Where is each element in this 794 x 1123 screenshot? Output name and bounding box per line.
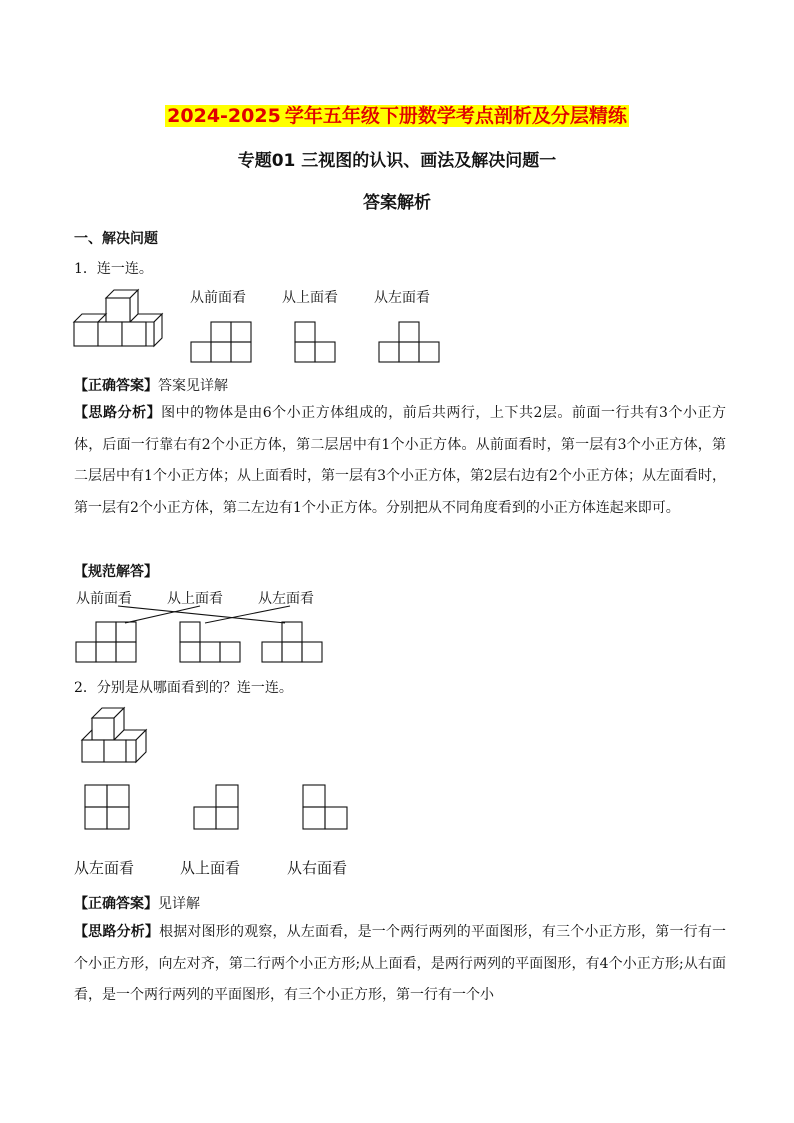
q1-solution-view-c bbox=[262, 622, 322, 662]
q1-solution-view-a bbox=[76, 622, 136, 662]
section-heading: 一、解决问题 bbox=[74, 231, 158, 247]
q2-answer-text: 见详解 bbox=[158, 896, 200, 912]
document-subtitle: 专题01 三视图的认识、画法及解决问题一 bbox=[237, 151, 557, 171]
q2-label-top: 从上面看 bbox=[180, 859, 241, 877]
question-1-text: 1．连一连。 bbox=[74, 261, 153, 277]
q1-label-front: 从前面看 bbox=[190, 290, 246, 306]
title-rest: 学年五年级下册数学考点剖析及分层精练 bbox=[284, 105, 627, 127]
q1-analysis-text: 图中的物体是由6个小正方体组成的，前后共两行，上下共2层。前面一行共有3个小正方体，后面一行靠右有2个小正方体，第二层居中有1个小正方体。从前面看时，第一层有3个小正方体，第二层居中有1个小正方体；从上面看时，第一层有3个小正方体，第2层右边有2个小正方体；从左面看时，第一层有2个小正方体，第二左边有1个小正方体。分别把从不同角度看到的小正方体连起来即可。 bbox=[74, 405, 726, 516]
q2-analysis bbox=[74, 917, 726, 1012]
q1-answer-tag: 【正确答案】 bbox=[74, 378, 158, 394]
q1-solution-view-b bbox=[180, 622, 240, 662]
q2-label-right: 从右面看 bbox=[287, 859, 348, 877]
cube-figure-2 bbox=[82, 708, 148, 764]
answer-title: 答案解析 bbox=[363, 193, 431, 213]
q2-analysis-tag: 【思路分析】 bbox=[74, 924, 160, 940]
q1-solution-label-left: 从左面看 bbox=[258, 591, 314, 607]
q1-solution-label-top: 从上面看 bbox=[167, 591, 223, 607]
q1-solution-label-front: 从前面看 bbox=[76, 591, 132, 607]
q2-analysis-text: 根据对图形的观察，从左面看，是一个两行两列的平面图形，有三个小正方形，第一行有一个小正方形，向左对齐，第二行两个小正方形;从上面看，是两行两列的平面图形，有4个小正方形;从右面看，是一个两行两列的平面图形，有三个小正方形，第一行有一个小 bbox=[74, 924, 727, 1003]
q1-solution-tag: 【规范解答】 bbox=[74, 564, 158, 580]
q2-view-a bbox=[85, 785, 129, 829]
q2-answer-tag: 【正确答案】 bbox=[74, 896, 158, 912]
q2-view-c bbox=[303, 785, 347, 829]
q2-label-left: 从左面看 bbox=[74, 859, 135, 877]
q1-analysis-tag: 【思路分析】 bbox=[74, 405, 162, 421]
question-2-text: 2．分别是从哪面看到的？连一连。 bbox=[74, 680, 293, 696]
q1-label-top: 从上面看 bbox=[282, 290, 338, 306]
q1-answer-text: 答案见详解 bbox=[158, 378, 228, 394]
q2-answer bbox=[74, 893, 200, 913]
q1-label-left: 从左面看 bbox=[374, 290, 430, 306]
q2-view-b bbox=[194, 785, 238, 829]
title-year: 2024-2025 bbox=[167, 105, 281, 127]
